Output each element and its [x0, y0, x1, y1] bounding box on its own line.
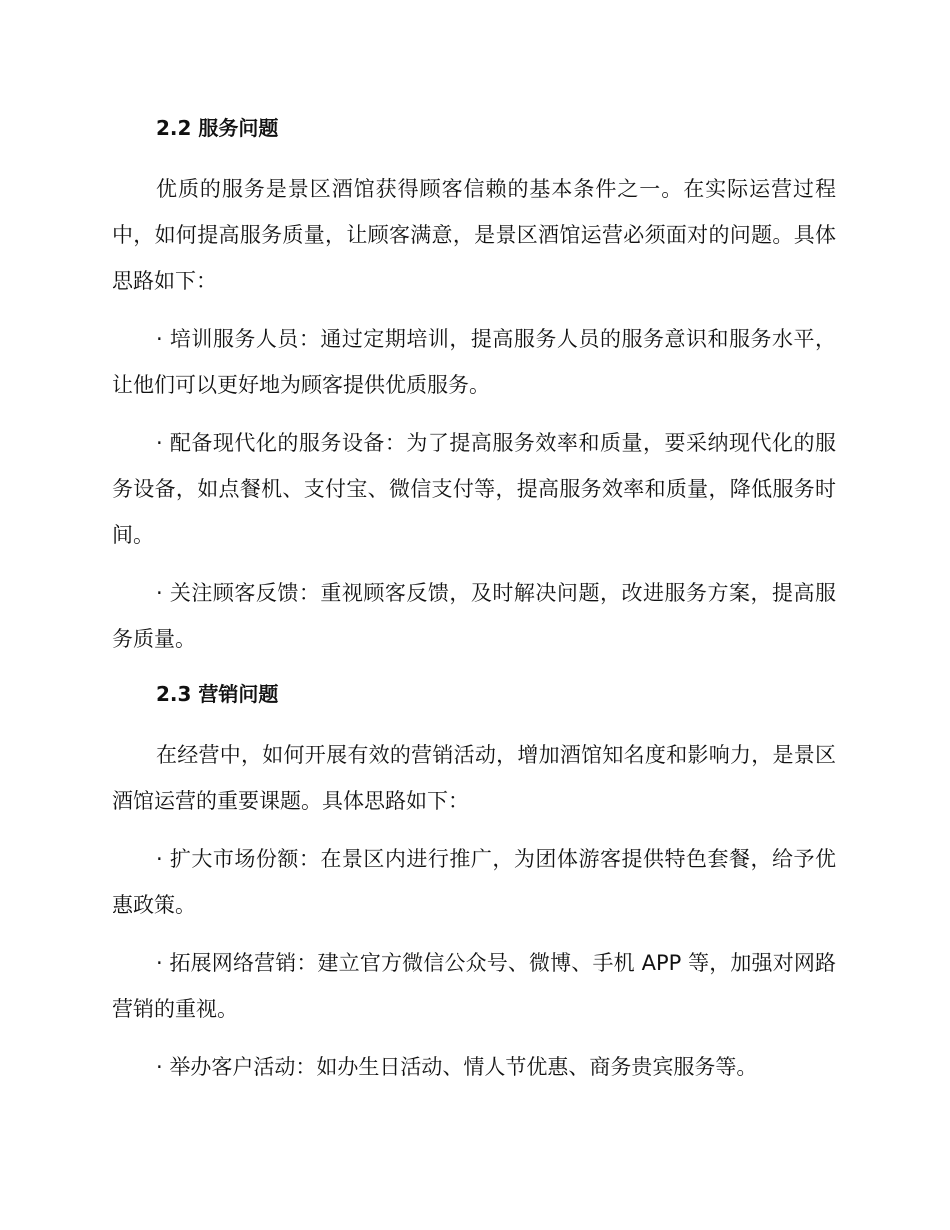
- bullet-online-marketing: · 拓展网络营销：建立官方微信公众号、微博、手机 APP 等，加强对网路营销的重视。: [112, 951, 836, 1021]
- bullet-market-share: · 扩大市场份额：在景区内进行推广，为团体游客提供特色套餐，给予优惠政策。: [112, 847, 836, 917]
- paragraph-service-intro: 优质的服务是景区酒馆获得顾客信赖的基本条件之一。在实际运营过程中，如何提高服务质量，让顾客满意，是景区酒馆运营必须面对的问题。具体思路如下：: [112, 177, 836, 293]
- document-page: [112, 108, 836, 1102]
- paragraph-marketing-intro: 在经营中，如何开展有效的营销活动，增加酒馆知名度和影响力，是景区酒馆运营的重要课题。具体思路如下：: [112, 743, 836, 813]
- bullet-customer-feedback: · 关注顾客反馈：重视顾客反馈，及时解决问题，改进服务方案，提高服务质量。: [112, 581, 836, 651]
- bullet-training-staff: · 培训服务人员：通过定期培训，提高服务人员的服务意识和服务水平，让他们可以更好地为顾客提供优质服务。: [112, 327, 836, 397]
- section-heading-service: 2.2 服务问题: [156, 116, 279, 140]
- bullet-modern-equipment: · 配备现代化的服务设备：为了提高服务效率和质量，要采纳现代化的服务设备，如点餐机、支付宝、微信支付等，提高服务效率和质量，降低服务时间。: [112, 431, 836, 547]
- bullet-customer-events: · 举办客户活动：如办生日活动、情人节优惠、商务贵宾服务等。: [156, 1055, 758, 1079]
- section-heading-marketing: 2.3 营销问题: [156, 682, 279, 706]
